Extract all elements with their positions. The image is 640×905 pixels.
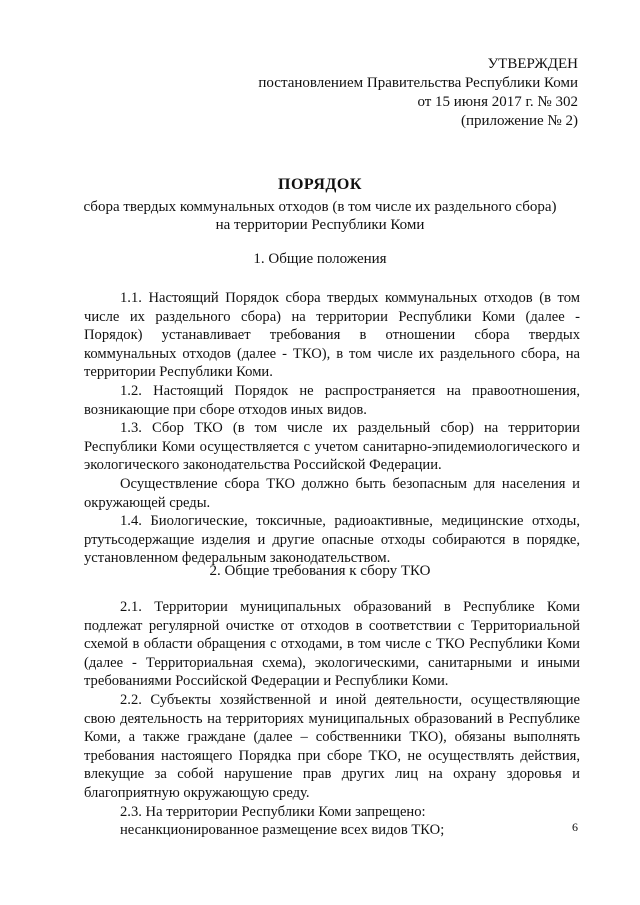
paragraph-1-1: 1.1. Настоящий Порядок сбора твердых коммунальных отходов (в том числе их раздельного сбора) на территории Республики Коми (далее - Порядок) устанавливает требования в отношении сбора твердых коммунальных отходов (далее - ТКО), в том числе их раздельного сбора, на территории Республики Коми.	[84, 290, 580, 381]
paragraph-1-4: 1.4. Биологические, токсичные, радиоактивные, медицинские отходы, ртутьсодержащие изделия и другие опасные отходы собираются в порядке, установленном федеральным законодательством.	[84, 513, 580, 567]
paragraph-1-2: 1.2. Настоящий Порядок не распространяется на правоотношения, возникающие при сборе отходов иных видов.	[84, 382, 580, 418]
section-1-heading: 1. Общие положения	[253, 251, 387, 267]
approval-line-1: УТВЕРЖДЕН	[487, 56, 578, 72]
section-1-body	[84, 289, 580, 568]
approval-line-3: от 15 июня 2017 г. № 302	[417, 94, 578, 110]
paragraph-2-2: 2.2. Субъекты хозяйственной и иной деятельности, осуществляющие свою деятельность на территориях муниципальных образований в Республике Коми, а также граждане (далее – собственники ТКО), обязаны выполнять требования настоящего Порядка при сборе ТКО, не осуществлять действия, влекущие за собой нарушение прав других лиц на охрану здоровья и благоприятную окружающую среду.	[84, 691, 580, 801]
subtitle-line-1: сбора твердых коммунальных отходов (в том числе их раздельного сбора)	[83, 199, 557, 215]
page-number: 6	[572, 820, 578, 834]
paragraph-1-3-cont: Осуществление сбора ТКО должно быть безопасным для населения и окружающей среды.	[84, 475, 580, 511]
paragraph-2-1: 2.1. Территории муниципальных образований в Республике Коми подлежат регулярной очистке от отходов в соответствии с Территориальной схемой в области обращения с отходами, в том числе с ТКО Республики Коми (далее - Территориальная схема), экологическими, санитарными и иными требованиями Российской Федерации и Республики Коми.	[84, 599, 580, 690]
approval-stamp	[258, 55, 578, 131]
section-2-body	[84, 598, 580, 840]
document-subtitle	[0, 198, 640, 234]
approval-line-2: постановлением Правительства Республики Коми	[258, 75, 578, 91]
paragraph-2-3: 2.3. На территории Республики Коми запрещено:	[120, 803, 426, 820]
document-title: ПОРЯДОК	[278, 176, 362, 193]
section-2-heading: 2. Общие требования к сбору ТКО	[209, 563, 431, 579]
approval-line-4: (приложение № 2)	[460, 113, 578, 129]
paragraph-1-3: 1.3. Сбор ТКО (в том числе их раздельный сбор) на территории Республики Коми осуществляется с учетом санитарно-эпидемиологического и экологического законодательства Российской Федерации.	[84, 420, 580, 474]
subtitle-line-2: на территории Республики Коми	[215, 217, 425, 233]
paragraph-2-3-item: несанкционированное размещение всех видов ТКО;	[120, 822, 445, 839]
